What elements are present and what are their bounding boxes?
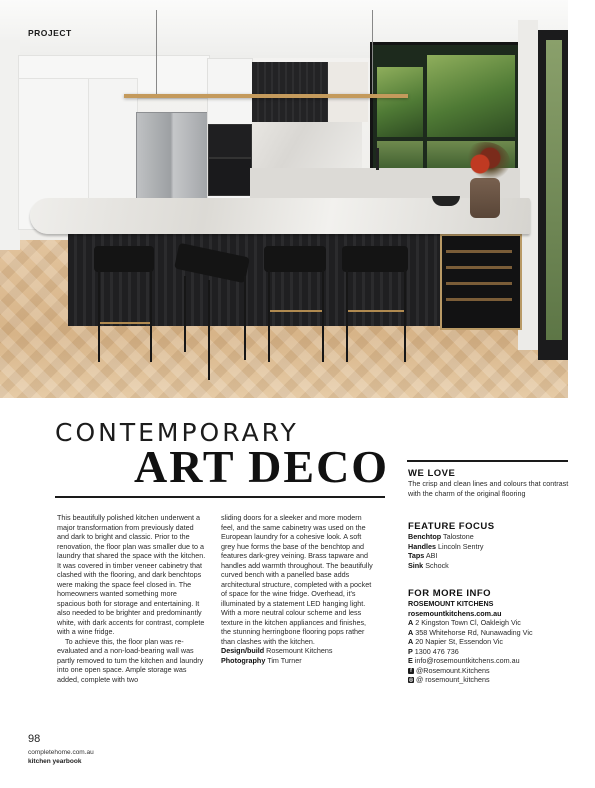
credit-line: Photography Tim Turner	[221, 655, 302, 665]
address-line: A 358 Whitehorse Rd, Nunawading Vic	[408, 627, 533, 637]
company-website[interactable]: rosemountkitchens.com.au	[408, 608, 502, 618]
headline-title: ART DECO	[134, 441, 390, 492]
feature-item: Sink Schock	[408, 560, 449, 570]
footer-site: completehome.com.au	[28, 749, 94, 756]
feature-item: Benchtop Talostone	[408, 532, 474, 541]
feature-item: Handles Lincoln Sentry	[408, 541, 484, 551]
kitchen-photo	[0, 0, 568, 398]
section-label: PROJECT	[28, 28, 72, 38]
address-line: A 2 Kingston Town Cl, Oakleigh Vic	[408, 618, 521, 627]
email-line[interactable]: E info@rosemountkitchens.com.au	[408, 656, 520, 665]
feature-focus-heading: FEATURE FOCUS	[408, 521, 495, 532]
page-number: 98	[28, 733, 41, 745]
sidebar-rule	[407, 460, 568, 462]
feature-item: Taps ABI	[408, 551, 438, 560]
we-love-heading: WE LOVE	[408, 468, 456, 479]
more-info-box	[408, 588, 570, 685]
article-column-2	[221, 513, 373, 665]
credit-line: Design/build Rosemount Kitchens	[221, 646, 333, 655]
article-column-1	[57, 513, 207, 684]
facebook-icon: f	[408, 668, 414, 674]
headline-kicker: CONTEMPORARY	[55, 418, 299, 447]
company-name: ROSEMOUNT KITCHENS	[408, 599, 494, 608]
phone-line: P 1300 476 736	[408, 646, 459, 656]
we-love-text: The crisp and clean lines and colours that contrast with the charm of the original flooring	[408, 479, 569, 498]
feature-focus-box	[408, 521, 570, 570]
we-love-box	[408, 468, 570, 498]
article-paragraph: This beautifully polished kitchen underwent a major transformation from previously dated and dark to bright and classic. Prior to the renovation, the floor plan was smaller due to a laundry that shared the space with the kitchen. It was covered in timber veneer cabinetry that clashed with the flooring, and dark benchtops were making the space feel closed in. The homeowners wanted something more spacious both for storage and entertaining. It also needed to be brighter and predominantly white, with dark accents for contrast, complete with a wine fridge.	[57, 513, 206, 636]
instagram-line[interactable]: ◎ @ rosemount_kitchens	[408, 675, 490, 684]
headline-rule	[55, 496, 385, 498]
instagram-icon: ◎	[408, 677, 414, 684]
footer-publication: kitchen yearbook	[28, 758, 82, 765]
more-info-heading: FOR MORE INFO	[408, 588, 492, 599]
article-paragraph: sliding doors for a sleeker and more modern feel, and the same cabinetry was used on the European laundry for a cohesive look. A soft grey hue forms the base of the benchtop and features dark-grey veining. Brass tapware and handles add warmth throughout. The beautifully curved bench with a panelled base adds architectural structure, completed with a pocket of space for the wine fridge. Overhead, it's illuminated by a statement LED hanging light. With a more neutral colour scheme and less texture in the kitchen appliances and finishes, the stunning herringbone flooring pops rather than clashes with the kitchen.	[221, 513, 373, 646]
article-paragraph: To achieve this, the floor plan was re-evaluated and a non-load-bearing wall was partly removed to turn the kitchen and laundry into one open space. Ample storage was added, complete with two	[57, 636, 204, 684]
address-line: A 20 Napier St, Essendon Vic	[408, 637, 503, 646]
facebook-line[interactable]: f @Rosemount.Kitchens	[408, 666, 570, 676]
